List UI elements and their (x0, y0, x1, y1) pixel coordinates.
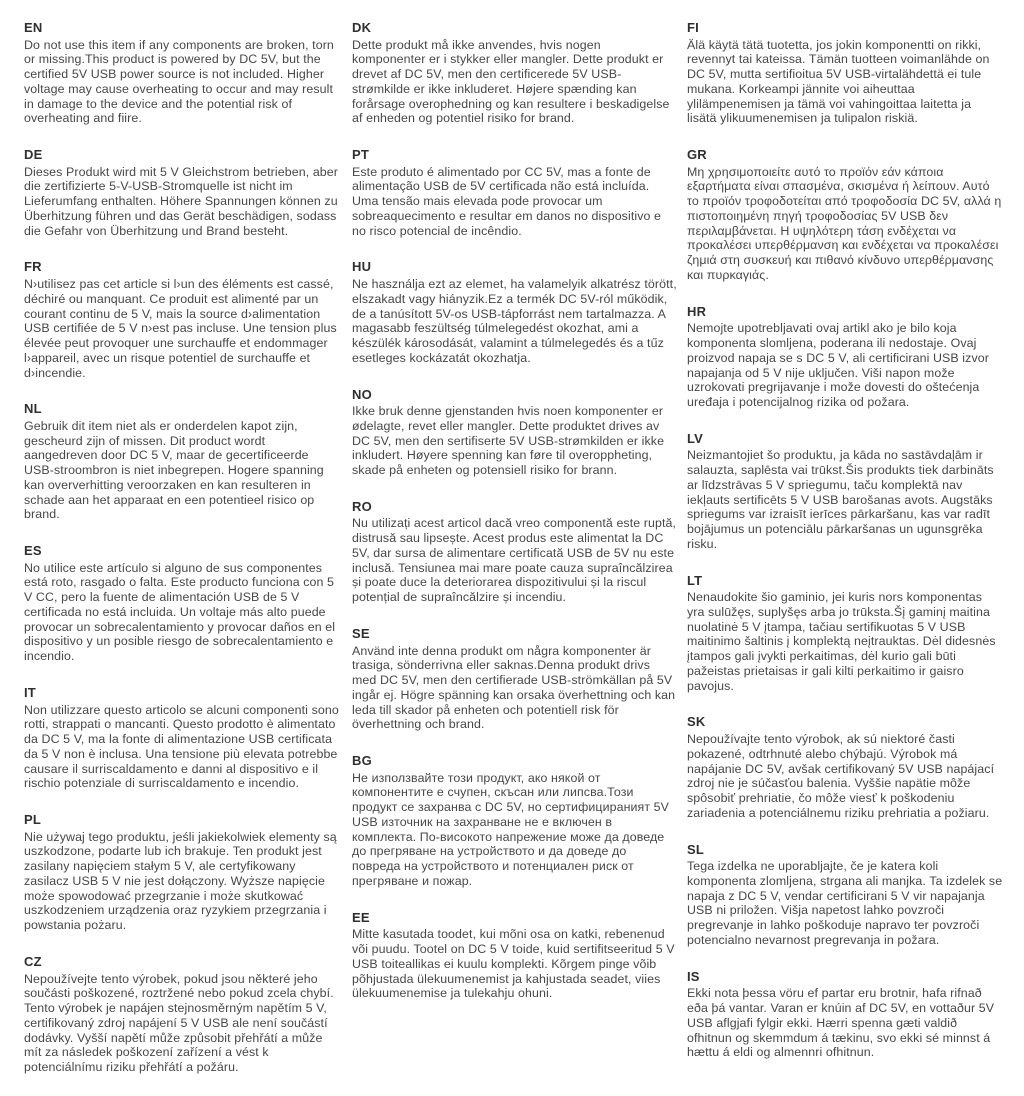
warning-text: Ne használja ezt az elemet, ha valamelyik alkatrész törött, elszakadt vagy hiányzik.Ez a termék DC 5V-ról működik, de a tanúsított 5V-os USB-tápforrást nem tartalmazza. A magasabb feszültség túlmelegedést okozhat, ami a készülék károsodását, valamint a túlmelegedés és a tűz esetleges kockázatát okozhatja. (352, 277, 677, 365)
warning-text: Ikke bruk denne gjenstanden hvis noen komponenter er ødelagte, revet eller mangler. Dette produktet drives av DC 5V, men den sertifiserte 5V USB-strømkilden er ikke inkludert. Høyere spenning kan føre til overoppheting, skade på enheten og potensiell risiko for brann. (352, 404, 665, 478)
language-code: FR (24, 259, 42, 275)
language-code: IT (24, 684, 36, 700)
language-code: BG (352, 753, 372, 769)
text-column-3 (687, 20, 1003, 1096)
language-section-dk (352, 20, 677, 126)
language-code: SK (687, 714, 706, 730)
warning-text: Dette produkt må ikke anvendes, hvis nogen komponenter er i stykker eller mangler. Dette produkt er drevet af DC 5V, men den certificerede 5V USB-strømkilde er ikke inkluderet. Højere spænding kan forårsage overophedning og kan resultere i beskadigelse af enheden og potentiel risiko for brand. (352, 37, 670, 126)
language-section-fi (687, 20, 1003, 126)
language-section-ee (352, 910, 677, 1001)
warning-text: No utilice este artículo si alguno de sus componentes está roto, rasgado o falta. Este producto funciona con 5 V CC, pero la fuente de alimentación USB de 5 V certificada no está incluida. Un voltaje más alto puede provocar un sobrecalentamiento y provocar daños en el dispositivo y un posible riesgo de sobrecalentamiento e incendio. (24, 560, 336, 664)
language-code: PT (352, 147, 370, 163)
language-section-en (24, 20, 342, 126)
warning-text: Dieses Produkt wird mit 5 V Gleichstrom betrieben, aber die zertifizierte 5-V-USB-Stromquelle ist nicht im Lieferumfang enthalten. Höhere Spannungen können zu Überhitzung führen und das Gerät beschädigen, sodass die Gefahr von Überhitzung und Brand besteht. (24, 164, 339, 238)
warning-text: Nu utilizați acest articol dacă vreo componentă este ruptă, distrusă sau lipsește. Acest produs este alimentat la DC 5V, dar sursa de alimentare certificată USB de 5V nu este inclusă. Tensiunea mai mare poate cauza supraîncălzirea și poate duce la deteriorarea dispozitivului și la riscul potențial de supraîncălzire și incendiu. (352, 516, 677, 605)
language-section-nl (24, 401, 342, 522)
language-section-bg (352, 753, 677, 889)
warning-text: Neizmantojiet šo produktu, ja kāda no sastāvdaļām ir salauzta, saplēsta vai trūkst.Šis produkts tiek darbināts ar līdzstrāvas 5 V spriegumu, taču komplektā nav iekļauts sertificēts 5 V USB barošanas avots. Augstāks spriegums var izraisīt ierīces pārkaršanu, kas var radīt bojājumus un potenciālu pārkaršanas un ugunsgrēka risku. (687, 448, 994, 551)
language-section-no (352, 387, 677, 478)
language-code: SE (352, 625, 370, 641)
warning-text: Älä käytä tätä tuotetta, jos jokin komponentti on rikki, revennyt tai kateissa. Tämän tuotteen voimanlähde on DC 5V, mutta sertifioitua 5V USB-virtalähdettä ei tule mukana. Korkeampi jännite voi aiheuttaa ylilämpenemisen ja tämä voi vahingoittaa laitetta ja lisätä ylikuumenemisen ja tulipalon riskiä. (687, 37, 990, 126)
language-section-fr (24, 259, 342, 380)
language-code: NO (352, 386, 372, 402)
language-code: CZ (24, 953, 42, 969)
language-section-pl (24, 812, 342, 933)
language-code: LV (687, 430, 704, 446)
language-section-lt (687, 573, 1003, 694)
language-code: DK (352, 20, 372, 35)
language-code: PL (24, 812, 42, 828)
language-section-cz (24, 954, 342, 1075)
text-column-1 (24, 20, 342, 1096)
warning-text: Ekki nota þessa vöru ef partar eru brotnir, hafa rifnað eða þá vantar. Varan er knúin af DC 5V, en vottaður 5V USB aflgjafi fylgir ekki. Hærri spenna gæti valdið ofhitnun og skemmdum á tækinu, svo ekki sé minnst á hættu á eldi og almennri ofhitnun. (687, 986, 995, 1060)
language-code: HU (352, 259, 372, 275)
language-code: IS (687, 968, 700, 984)
language-section-hu (352, 259, 677, 365)
language-section-gr (687, 147, 1003, 283)
warning-text: Använd inte denna produkt om några komponenter är trasiga, sönderrivna eller saknas.Denna produkt drivs med DC 5V, men den certifierade USB-strömkällan på 5V ingår ej. Högre spänning kan orsaka överhettning och kan leda till skador på enheten och potentiell risk för överhettning och brand. (352, 643, 676, 732)
language-section-ro (352, 499, 677, 605)
warning-text: Gebruik dit item niet als er onderdelen kapot zijn, gescheurd zijn of missen. Dit product wordt aangedreven door DC 5 V, maar de gecertificeerde USB-stroombron is niet inbegrepen. Hogere spanning kan oververhitting veroorzaken en kan resulteren in schade aan het apparaat en een potentieel risico op brand. (24, 418, 324, 522)
language-code: RO (352, 498, 372, 514)
warning-text: Este produto é alimentado por CC 5V, mas a fonte de alimentação USB de 5V certificada não está incluída. Uma tensão mais elevada pode provocar um sobreaquecimento e resultar em danos no dispositivo e no risco potencial de incêndio. (352, 164, 662, 238)
language-code: NL (24, 401, 42, 417)
warning-text: Nenaudokite šio gaminio, jei kuris nors komponentas yra sulūžęs, suplyšęs arba jo trūksta.Šį gaminį maitina nuolatinė 5 V įtampa, tačiau sertifikuotas 5 V USB maitinimo šaltinis į komplektą neįtrauktas. Dėl didesnės įtampos gali įvykti perkaitimas, dėl kurio gali būti pažeistas prietaisas ir gali kilti perkaitimo ir gaisro pavojus. (687, 590, 996, 693)
language-section-pt (352, 147, 677, 238)
language-section-lv (687, 431, 1003, 552)
language-code: DE (24, 147, 43, 163)
warning-text: Μη χρησιμοποιείτε αυτό το προϊόν εάν κάποια εξαρτήματα είναι σπασμένα, σκισμένα ή λείπουν. Αυτό το προϊόν τροφοδοτείται από τροφοδοσία DC 5V, αλλά η πιστοποιημένη πηγή τροφοδοσίας 5V USB δεν περιλαμβάνεται. Η υψηλότερη τάση ενδέχεται να προκαλέσει υπερθέρμανση και ενδέχεται να προκαλέσει ζημιά στη συσκευή και πιθανό κίνδυνο υπερθέρμανσης και πυρκαγιάς. (687, 164, 1002, 282)
warning-text: Non utilizzare questo articolo se alcuni componenti sono rotti, strappati o mancanti. Questo prodotto è alimentato da DC 5 V, ma la fonte di alimentazione USB certificata da 5 V non è inclusa. Una tensione più elevata potrebbe causare il surriscaldamento e danni al dispositivo e il rischio potenziale di surriscaldamento e incendio. (24, 702, 339, 791)
warning-text: Nie używaj tego produktu, jeśli jakiekolwiek elementy są uszkodzone, podarte lub ich brakuje. Ten produkt jest zasilany napięciem stałym 5 V, ale certyfikowany zasilacz USB 5 V nie jest dołączony. Wyższe napięcie może spowodować przegrzanie i może skutkować uszkodzeniem urządzenia oraz ryzykiem przegrzania i powstania pożaru. (24, 829, 337, 933)
language-code: LT (687, 572, 703, 588)
language-code: HR (687, 303, 707, 319)
warning-text: Mitte kasutada toodet, kui mõni osa on katki, rebenenud või puudu. Tootel on DC 5 V toide, kuid sertifitseeritud 5 V USB toiteallikas ei kuulu komplekti. Kõrgem pinge võib põhjustada ülekuumenemist ja kahjustada seadet, viies ülekuumenemise ja tulekahju ohuni. (352, 927, 675, 1001)
warning-text: N›utilisez pas cet article si l›un des éléments est cassé, déchiré ou manquant. Ce produit est alimenté par un courant continu de 5 V, mais la source d›alimentation USB certifiée de 5 V n›est pas incluse. Une tension plus élevée peut provoquer une surchauffe et endommager l›appareil, avec un risque potentiel de surchauffe et d›incendie. (24, 277, 337, 380)
language-section-hr (687, 304, 1003, 410)
language-section-sk (687, 714, 1003, 820)
warning-text: Nepoužívajte tento výrobok, ak sú niektoré časti pokazené, odtrhnuté alebo chýbajú. Výrobok má napájanie DC 5V, avšak certifikovaný 5V USB napájací zdroj nie je súčasťou balenia. Vyššie napätie môže spôsobiť prehriatie, čo môže viesť k poškodeniu zariadenia a potenciálnemu riziku prehriatia a požiaru. (687, 732, 995, 820)
language-code: FI (687, 20, 699, 35)
text-column-2 (352, 20, 677, 1096)
language-code: EE (352, 909, 370, 925)
warning-text: Nemojte upotrebljavati ovaj artikl ako je bilo koja komponenta slomljena, poderana ili nedostaje. Ovaj proizvod napaja se s DC 5 V, ali certificirani USB izvor napajanja od 5 V nije uključen. Viši napon može uzrokovati pregrijavanje i može dovesti do oštećenja uređaja i potencijalnog rizika od požara. (687, 321, 989, 410)
language-code: ES (24, 543, 42, 559)
language-section-is (687, 969, 1003, 1060)
warning-text: Не използвайте този продукт, ако някой от компонентите е счупен, скъсан или липсва.Този продукт се захранва с DC 5V, но сертифицираният 5V USB източник на захранване не е включен в комплекта. По-високото напрежение може да доведе до прегряване на устройството и да доведе до повреда на устройството и потенциален риск от прегряване и пожар. (352, 770, 670, 888)
warning-text: Tega izdelka ne uporabljajte, če je katera koli komponenta zlomljena, strgana ali manjka. Ta izdelek se napaja z DC 5 V, vendar certificirani 5 V vir napajanja USB ni priložen. Višja napetost lahko povzroči pregrevanje in lahko poškoduje napravo ter povzroči potencialno nevarnost pregrevanja in požara. (687, 859, 1003, 947)
language-code: SL (687, 841, 705, 857)
warning-text: Do not use this item if any components are broken, torn or missing.This product is powered by DC 5V, but the certified 5V USB power source is not included. Higher voltage may cause overheating to occur and may result in damage to the device and the potential risk of overheating and fiire. (24, 37, 334, 126)
language-section-es (24, 543, 342, 664)
language-section-se (352, 626, 677, 732)
language-section-de (24, 147, 342, 238)
language-section-it (24, 685, 342, 791)
language-section-sl (687, 842, 1003, 948)
language-code: GR (687, 147, 707, 163)
warning-text: Nepoužívejte tento výrobek, pokud jsou některé jeho součásti poškozené, roztržené nebo pokud zcela chybí. Tento výrobek je napájen stejnosměrným napětím 5 V, certifikovaný zdroj napájení 5 V USB ale není součástí dodávky. Vyšší napětí může způsobit přehřátí a může mít za následek poškození zařízení a vést k potenciálnímu riziku přehřátí a požáru. (24, 971, 334, 1074)
language-code: EN (24, 20, 43, 35)
